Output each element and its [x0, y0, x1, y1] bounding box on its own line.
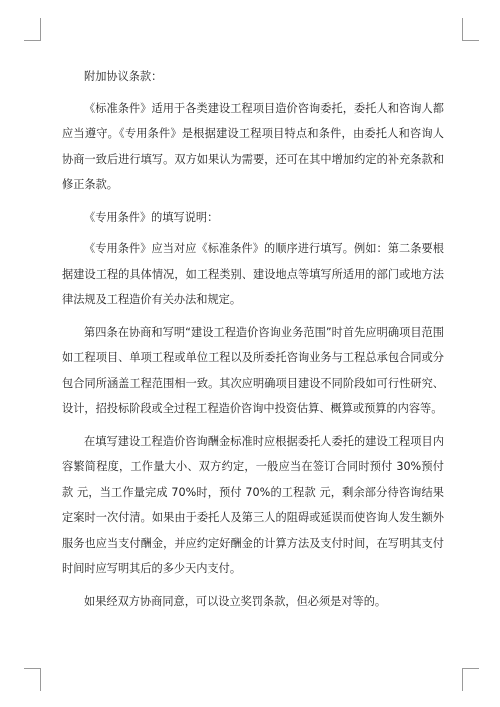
document-body [62, 64, 444, 618]
paragraph-article-four: 第四条在协商和写明“建设工程造价咨询业务范围”时首先应明确项目范围如工程项目、单项工程或单位工程以及所委托咨询业务与工程总承包合同或分包合同所涵盖工程范围相一致。其次应明确项目建设不同阶段如可行性研究、设计，招投标阶段或全过程工程造价咨询中投资估算、概算或预算的内容等。 [62, 325, 444, 415]
crop-mark-bottom-right [462, 668, 479, 691]
section-heading: 附加协议条款： [84, 70, 163, 83]
crop-mark-top-left [24, 18, 41, 41]
paragraph-fee-standard: 在填写建设工程造价咨询酬金标准时应根据委托人委托的建设工程项目内容繁简程度，工作量大小、双方约定，一般应当在签订合同时预付 30%预付款 元，当工作量完成 70%时，预付 70%的工程款 元，剩余部分待咨询结果定案时一次付清。如果由于委托人及第三人的阻碍或延误而使咨询人发生额外服务也应当支付酬金，并应约定好酬金的计算方法及支付时间，在写明其支付时间时应写明其后的多少天内支付。 [62, 434, 444, 575]
crop-mark-bottom-left [24, 668, 41, 691]
crop-mark-top-right [462, 18, 479, 41]
paragraph-scope-of-conditions: 《标准条件》适用于各类建设工程项目造价咨询委托，委托人和咨询人都应当遵守。《专用条件》是根据建设工程项目特点和条件，由委托人和咨询人协商一致后进行填写。双方如果认为需要，还可在其中增加约定的补充条款和修正条款。 [62, 101, 444, 191]
paragraph-reward-penalty: 如果经双方协商同意，可以设立奖罚条款，但必须是对等的。 [84, 594, 387, 608]
paragraph-fill-instructions-title: 《专用条件》的填写说明： [84, 210, 219, 224]
paragraph-fill-order: 《专用条件》应当对应《标准条件》的顺序进行填写。例如：第二条要根据建设工程的具体情况，如工程类别、建设地点等填写所适用的部门或地方法律法规及工程造价有关办法和规定。 [62, 242, 444, 306]
